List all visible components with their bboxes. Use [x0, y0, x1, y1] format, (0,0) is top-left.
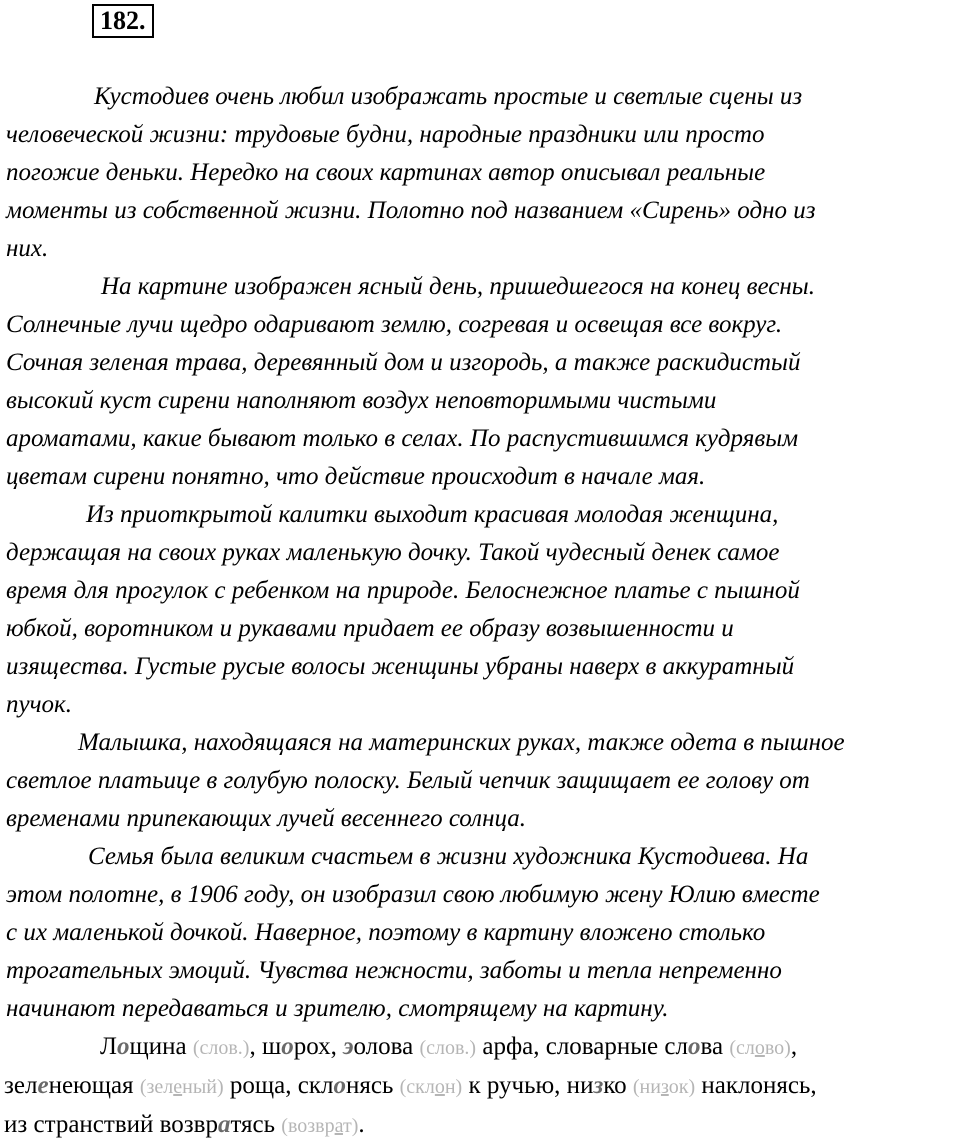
check-word-note: т): [342, 1115, 359, 1137]
highlighted-letter: э: [343, 1033, 354, 1060]
word-text: .: [358, 1111, 365, 1138]
word-text: олова: [353, 1033, 420, 1060]
word-line-1: [4, 1028, 956, 1067]
check-word-note: е: [173, 1076, 183, 1098]
check-word-note: ный): [182, 1076, 224, 1098]
highlighted-letter: а: [217, 1111, 231, 1138]
exercise-number: 182.: [92, 4, 154, 38]
check-word-note: (слов.): [192, 1037, 250, 1059]
paragraph-3: Из приоткрытой калитки выходит красивая молодая женщина, держащая на своих руках маленькую дочку. Такой чудесный денек самое время для прогулок с ребенком на природе. Белоснежное платье с пышной юбкой, воротником и рукавами придает ее образу возвышенности и изящества. Густые русые волосы женщины убраны наверх в аккуратный пучок.: [6, 501, 800, 718]
check-word-note: (сл: [729, 1037, 755, 1059]
paragraph-5: Семья была великим счастьем в жизни художника Кустодиева. На этом полотне, в 1906 году, он изобразил свою любимую жену Юлию вместе с их маленькой дочкой. Наверное, поэтому в картину вложено столько трогательных эмоций. Чувства нежности, заботы и тепла непременно начинают передаваться и зрителю, смотрящему на картину.: [6, 843, 820, 1022]
word-text: неющая: [48, 1072, 140, 1099]
check-word-note: во): [764, 1037, 791, 1059]
word-text: тясь: [230, 1111, 282, 1138]
essay-text: [6, 78, 956, 1028]
word-text: нясь: [345, 1072, 400, 1099]
word-line-3: [4, 1106, 956, 1145]
highlighted-letter: е: [37, 1072, 49, 1099]
word-line-2: [4, 1067, 956, 1106]
check-word-note: ок): [668, 1076, 696, 1098]
paragraph-4: Малышка, находящаяся на материнских руках, также одета в пышное светлое платьице в голубую полоску. Белый чепчик защищает ее голову от временами припекающих лучей весеннего солнца.: [6, 729, 845, 832]
word-text: ,: [790, 1033, 798, 1060]
check-word-note: (зел: [139, 1076, 174, 1098]
highlighted-letter: о: [333, 1072, 346, 1099]
vocabulary-words: [4, 1028, 956, 1145]
word-text: рох,: [293, 1033, 344, 1060]
check-word-note: (слов.): [419, 1037, 477, 1059]
paragraph-1: Кустодиев очень любил изображать простые и светлые сцены из человеческой жизни: трудовые будни, народные праздники или просто погожие деньки. Нередко на своих картинах автор описывал реальные моменты из собственной жизни. Полотно под названием «Сирень» одно из них.: [6, 83, 816, 262]
word-text: , ш: [249, 1033, 282, 1060]
word-text: зел: [4, 1072, 38, 1099]
word-text: ко: [603, 1072, 633, 1099]
check-word-note: о: [754, 1037, 765, 1059]
check-word-note: о: [434, 1076, 445, 1098]
word-text: из странствий возвр: [4, 1111, 218, 1138]
check-word-note: н): [444, 1076, 463, 1098]
check-word-note: з: [660, 1076, 669, 1098]
word-text: щина: [129, 1033, 193, 1060]
word-text: Л: [100, 1033, 117, 1060]
check-word-note: (ни: [632, 1076, 661, 1098]
word-text: роща, скл: [223, 1072, 334, 1099]
word-text: к ручью, ни: [462, 1072, 594, 1099]
paragraph-2: На картине изображен ясный день, пришедшегося на конец весны. Солнечные лучи щедро одаривают землю, согревая и освещая все вокруг. Сочная зеленая трава, деревянный дом и изгородь, а также раскидистый высокий куст сирени наполняют воздух неповторимыми чистыми ароматами, какие бывают только в селах. По распустившимся кудрявым цветам сирени понятно, что действие происходит в начале мая.: [6, 273, 815, 490]
highlighted-letter: з: [593, 1072, 604, 1099]
word-text: арфа, словарные сл: [476, 1033, 688, 1060]
check-word-note: (возвр: [281, 1115, 335, 1137]
highlighted-letter: о: [116, 1033, 130, 1060]
highlighted-letter: о: [281, 1033, 294, 1060]
highlighted-letter: о: [687, 1033, 701, 1060]
check-word-note: (скл: [399, 1076, 435, 1098]
check-word-note: а: [334, 1115, 343, 1137]
word-text: ва: [700, 1033, 730, 1060]
word-text: наклонясь,: [695, 1072, 817, 1099]
